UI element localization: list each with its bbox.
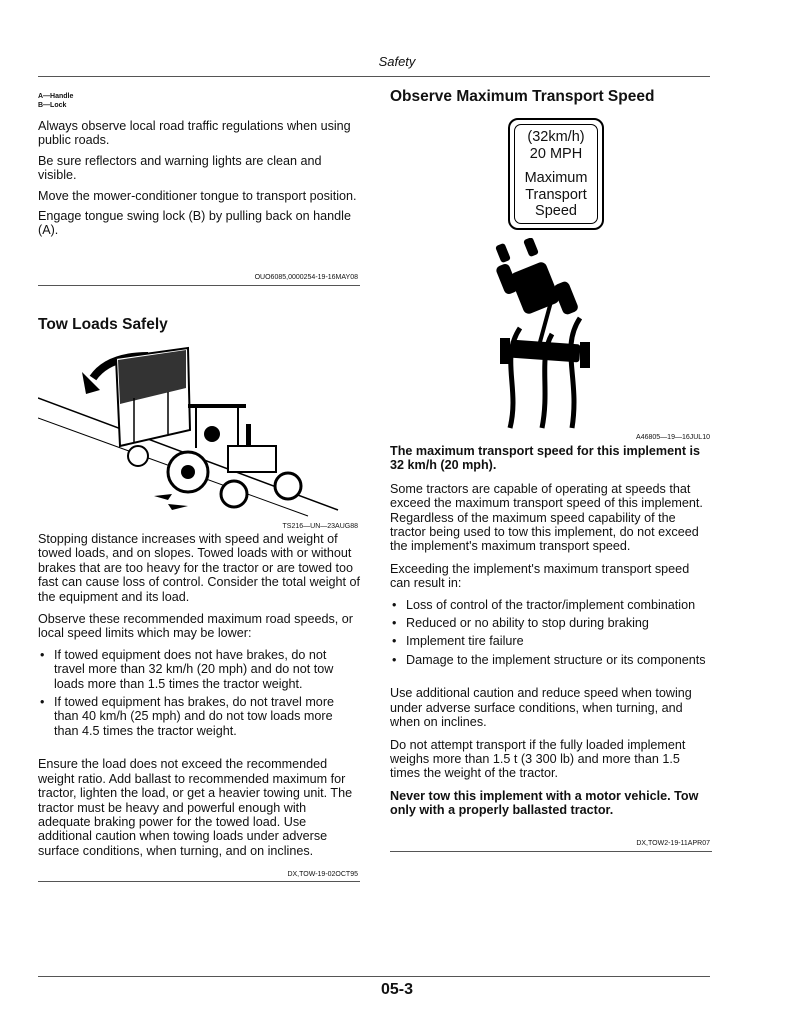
transport-fig-ref: A46805—19—16JUL10 [636, 434, 710, 441]
list-item: • Damage to the implement structure or its components [390, 653, 712, 667]
sign-line: Speed [535, 203, 577, 219]
section-header: Safety [378, 54, 416, 69]
tow-ref: DX,TOW-19-02OCT95 [287, 871, 358, 878]
tow-paragraph-3: Ensure the load does not exceed the recommended weight ratio. Add ballast to recommended maximum for tractor, lighten the load, or get a heavier towing unit. The tractor must be heavy and powerful enough with adequate braking power for the towed load. Use additional caution when towing loads under adverse surface conditions, when turning, and on inclines. [38, 757, 353, 858]
page-number: 05-3 [380, 981, 414, 998]
transport-paragraph-4: Do not attempt transport if the fully loaded implement weighs more than 1.5 t (3 300 lb) and more than 1.5 times the weight of the tractor. [390, 737, 686, 781]
sign-line: 20 MPH [529, 145, 583, 162]
intro-paragraph: Move the mower-conditioner tongue to transport position. [38, 188, 357, 203]
list-item: • Implement tire failure [390, 634, 712, 648]
transport-paragraph-1: Some tractors are capable of operating at speeds that exceed the maximum transport speed of this implement. Regardless of the maximum speed capability of the tractor being used to tow this implement, do not exceed the implement's maximum transport speed. [390, 481, 703, 554]
transport-bold-paragraph-2: Never tow this implement with a motor vehicle. Tow only with a properly ballasted tractor. [390, 788, 699, 818]
tow-fig-ref: TS216—UN—23AUG88 [282, 523, 358, 530]
transport-title: Observe Maximum Transport Speed [390, 88, 655, 105]
tow-paragraph-2: Observe these recommended maximum road speeds, or local speed limits which may be lower: [38, 612, 353, 641]
left-intro [38, 92, 360, 238]
list-item: • If towed equipment does not have brakes, do not travel more than 32 km/h (20 mph) and do not tow loads more than 1.5 times the tractor weight. [38, 648, 360, 691]
legend-a: A—Handle [38, 93, 74, 100]
intro-paragraph: Be sure reflectors and warning lights are clean and visible. [38, 153, 322, 183]
sign-line: Transport [525, 186, 587, 203]
transport-body [390, 444, 712, 818]
tow-title: Tow Loads Safely [38, 316, 168, 333]
transport-paragraph-2: Exceeding the implement's maximum transport speed can result in: [390, 561, 690, 591]
tractor-towing-illustration [38, 338, 360, 518]
tow-rule [38, 881, 360, 882]
tractor-top-view-illustration [480, 238, 610, 430]
list-item: • Reduced or no ability to stop during braking [390, 616, 712, 630]
tow-body [38, 532, 360, 858]
sign-line: Maximum [524, 170, 588, 186]
list-item: • Loss of control of the tractor/implement combination [390, 598, 712, 612]
tow-paragraph-1: Stopping distance increases with speed and weight of towed loads, and on slopes. Towed loads with or without brakes that are too heavy for the tractor or are towed too fast can cause loss of control. Consider the total weight of the equipment and its load. [38, 532, 361, 604]
header-rule [38, 76, 710, 77]
speed-sign [508, 118, 604, 230]
transport-paragraph-3: Use additional caution and reduce speed when towing under adverse surface conditions, when turning, and when on inclines. [390, 686, 692, 730]
transport-rule [390, 851, 712, 852]
transport-risk-list [390, 598, 712, 668]
intro-paragraph: Always observe local road traffic regulations when using public roads. [38, 119, 351, 148]
intro-rule [38, 285, 360, 286]
sign-line: (32km/h) [527, 129, 585, 145]
transport-bold-paragraph: The maximum transport speed for this implement is 32 km/h (20 mph). [390, 444, 701, 473]
intro-ref: OUO6085,0000254-19-16MAY08 [254, 274, 358, 281]
legend-b: B—Lock [38, 102, 67, 109]
intro-paragraph: Engage tongue swing lock (B) by pulling back on handle (A). [38, 209, 351, 238]
list-item: • If towed equipment has brakes, do not travel more than 40 km/h (25 mph) and do not tow loads more than 4.5 times the tractor weight. [38, 695, 360, 738]
transport-ref: DX,TOW2-19-11APR07 [636, 840, 710, 847]
tow-speed-list [38, 648, 360, 738]
footer-rule [38, 976, 710, 977]
